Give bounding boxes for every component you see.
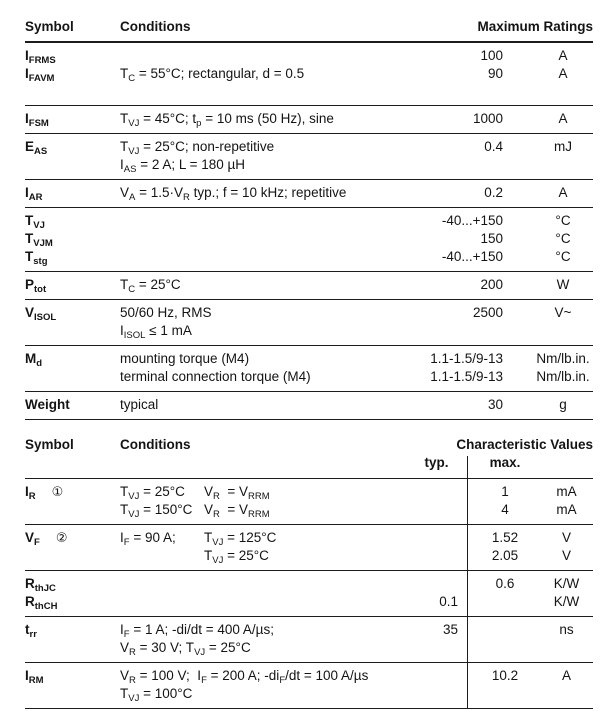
typ-value-cell: [415, 547, 458, 565]
value-cell: [415, 322, 533, 340]
typ-max-divider-line: [467, 456, 468, 709]
unit-cell: °C: [555, 249, 571, 264]
table-line: [25, 65, 593, 83]
characteristic-values-table: [25, 436, 593, 709]
unit-cell: A: [561, 668, 571, 683]
symbol-cell: $T_{VJM}$: [25, 231, 53, 249]
unit-cell: A: [558, 48, 568, 63]
condition-cell: mounting torque (M4): [120, 351, 250, 366]
table-line: [25, 667, 593, 685]
condition-cell: $T_{VJ} = 25^\circ C$ $V_R = V_{RRM}$: [120, 484, 270, 502]
unit-cell: A: [558, 111, 568, 126]
condition-cell: [120, 575, 415, 593]
typ-value-cell: [415, 685, 458, 703]
table-line: [25, 276, 593, 294]
symbol-cell: $I_{FAVM}$: [25, 66, 55, 84]
typ-value-cell: [415, 501, 458, 519]
condition-cell: $T_C = 55^\circ C$; rectangular, d = 0.5: [120, 66, 305, 84]
value-cell: 1000: [472, 111, 503, 126]
value-cell: 0.2: [484, 185, 503, 200]
typ-column-header: typ.: [424, 455, 449, 470]
unit-cell: mA: [556, 502, 577, 517]
unit-cell: [533, 156, 593, 174]
max-value-cell: [458, 685, 540, 703]
unit-cell: [533, 322, 593, 340]
max-value-cell: 1: [501, 484, 509, 499]
typ-value-cell: [415, 483, 458, 501]
unit-cell: A: [558, 185, 568, 200]
value-cell: 200: [480, 277, 503, 292]
table-line: [25, 138, 593, 156]
table-line: [25, 230, 593, 248]
characteristic-values-header: [25, 436, 593, 479]
unit-cell: g: [559, 397, 567, 412]
condition-cell: $T_{VJ} = 25^\circ C$; non-repetitive: [120, 139, 275, 157]
unit-cell: °C: [555, 213, 571, 228]
condition-cell: $I_F = 1$ A; -di/dt = 400 A/µs;: [120, 622, 274, 640]
condition-cell: $T_{VJ} = 150^\circ C$ $V_R = V_{RRM}$: [120, 502, 270, 520]
table-line: [25, 483, 593, 501]
table-line: [25, 396, 593, 414]
condition-cell: [120, 47, 415, 65]
value-cell: [415, 156, 533, 174]
condition-cell: [120, 593, 415, 611]
condition-cell: $I_{ISOL} \le 1$ mA: [120, 323, 192, 341]
condition-cell: $I_F = 90$ A; $T_{VJ} = 125^\circ C$: [120, 530, 277, 548]
table-line: [25, 110, 593, 128]
characteristic-values-column-header: Characteristic Values: [456, 437, 593, 452]
typ-value-cell: 0.1: [439, 594, 458, 609]
unit-cell: V: [561, 530, 571, 545]
unit-cell: V~: [554, 305, 572, 320]
table-line: [25, 685, 593, 703]
unit-cell: A: [558, 66, 568, 81]
value-cell: 2500: [472, 305, 503, 320]
table-line: [25, 304, 593, 322]
table-line: [25, 501, 593, 519]
maximum-ratings-header: [25, 18, 593, 43]
value-cell: 30: [487, 397, 503, 412]
symbol-cell: $E_{AS}$: [25, 139, 48, 157]
table-row: [25, 617, 593, 663]
condition-cell: $T_{VJ} = 25^\circ C$: [204, 548, 269, 566]
table-row: [25, 571, 593, 617]
symbol-cell: $T_{VJ}$: [25, 213, 45, 231]
table-row: [25, 346, 593, 392]
symbol-cell: Weight: [25, 397, 70, 412]
max-value-cell: 4: [501, 502, 509, 517]
symbol-cell: [25, 685, 120, 703]
condition-cell: $V_R = 100$ V; $I_F = 200$ A; $-di_F/dt = 100$ A/µs: [120, 668, 369, 686]
symbol-cell: $I_{AR}$: [25, 185, 43, 203]
table-line: [25, 575, 593, 593]
table-line: [25, 621, 593, 639]
condition-cell: $T_{VJ} = 100^\circ C$: [120, 686, 193, 704]
condition-cell: terminal connection torque (M4): [120, 369, 311, 384]
symbol-cell: $I_{FSM}$: [25, 111, 49, 129]
table-row: [25, 392, 593, 420]
unit-cell: Nm/lb.in.: [536, 351, 590, 366]
typ-value-cell: [415, 639, 458, 657]
unit-cell: mJ: [554, 139, 572, 154]
table-row: [25, 106, 593, 134]
value-cell: 1.1-1.5/9-13: [430, 369, 503, 384]
symbol-cell: $V_F$ ②: [25, 530, 68, 548]
max-value-cell: [458, 621, 540, 639]
max-value-cell: 10.2: [491, 668, 519, 683]
condition-cell: 50/60 Hz, RMS: [120, 305, 212, 320]
unit-cell: [540, 639, 593, 657]
symbol-cell: $P_{tot}$: [25, 277, 47, 295]
unit-cell: K/W: [553, 594, 580, 609]
table-line: [25, 248, 593, 266]
symbol-cell: [25, 322, 120, 340]
symbol-cell: $V_{ISOL}$: [25, 305, 57, 323]
condition-cell: $I_{AS} = 2$ A; L = 180 µH: [120, 157, 246, 175]
max-column-header: max.: [489, 455, 521, 470]
symbol-column-header: Symbol: [25, 19, 74, 34]
table-line: [25, 212, 593, 230]
maximum-ratings-rows: [25, 43, 593, 420]
condition-cell: $T_{VJ} = 45^\circ C$; $t_p = 10$ ms (50 Hz), sine: [120, 111, 334, 129]
symbol-cell: [25, 156, 120, 174]
unit-cell: Nm/lb.in.: [536, 369, 590, 384]
value-cell: 100: [480, 48, 503, 63]
symbol-cell: [25, 639, 120, 657]
typ-value-cell: [415, 529, 458, 547]
symbol-cell: $I_R$ ①: [25, 484, 64, 502]
symbol-cell: [25, 368, 120, 386]
value-cell: 90: [487, 66, 503, 81]
symbol-cell: $I_{RM}$: [25, 668, 44, 686]
symbol-cell: $I_{FRMS}$: [25, 48, 56, 66]
symbol-cell: $R_{thCH}$: [25, 594, 58, 612]
footnote-marker: ①: [51, 484, 64, 499]
table-line: [25, 639, 593, 657]
conditions-column-header: Conditions: [120, 19, 191, 34]
max-value-cell: [458, 593, 540, 611]
table-row: [25, 479, 593, 525]
symbol-column-header: Symbol: [25, 437, 74, 452]
unit-cell: V: [561, 548, 571, 563]
table-row: [25, 208, 593, 272]
unit-cell: mA: [556, 484, 577, 499]
typ-value-cell: [415, 575, 458, 593]
condition-cell: $T_C = 25^\circ C$: [120, 277, 181, 295]
table-line: [25, 184, 593, 202]
table-row: [25, 180, 593, 208]
unit-cell: °C: [555, 231, 571, 246]
value-cell: -40...+150: [441, 249, 503, 264]
unit-cell: ns: [559, 622, 574, 637]
characteristic-values-rows: [25, 479, 593, 709]
footnote-marker: ②: [55, 530, 68, 545]
table-row: [25, 272, 593, 300]
condition-cell: $V_A = 1.5\cdot V_R$ typ.; f = 10 kHz; repetitive: [120, 185, 347, 203]
max-value-cell: 1.52: [491, 530, 519, 545]
typ-value-cell: [415, 667, 458, 685]
value-cell: -40...+150: [441, 213, 503, 228]
symbol-cell: [25, 547, 120, 565]
table-row: [25, 43, 593, 106]
maximum-ratings-table: [25, 18, 593, 420]
value-cell: 0.4: [484, 139, 503, 154]
unit-cell: K/W: [553, 576, 580, 591]
condition-cell: [120, 212, 415, 230]
table-line: [25, 368, 593, 386]
max-value-cell: [458, 639, 540, 657]
table-line: [25, 593, 593, 611]
value-cell: 150: [480, 231, 503, 246]
maximum-ratings-column-header: Maximum Ratings: [477, 19, 593, 34]
conditions-column-header: Conditions: [120, 437, 191, 452]
table-line: [25, 322, 593, 340]
max-value-cell: 0.6: [495, 576, 515, 591]
table-line: [25, 529, 593, 547]
symbol-cell: $M_d$: [25, 351, 43, 369]
symbol-cell: $t_{rr}$: [25, 622, 37, 640]
typ-value-cell: 35: [442, 622, 458, 637]
max-value-cell: 2.05: [491, 548, 519, 563]
table-row: [25, 300, 593, 346]
symbol-cell: $T_{stg}$: [25, 249, 48, 267]
table-row: [25, 663, 593, 709]
table-row: [25, 134, 593, 180]
table-row: [25, 525, 593, 571]
condition-cell: [120, 230, 415, 248]
unit-cell: W: [556, 277, 570, 292]
table-line: [25, 547, 593, 565]
condition-cell: $V_R = 30$ V; $T_{VJ} = 25^\circ C$: [120, 640, 251, 658]
table-line: [25, 47, 593, 65]
table-line: [25, 156, 593, 174]
symbol-cell: $R_{thJC}$: [25, 576, 56, 594]
table-line: [25, 350, 593, 368]
symbol-cell: [25, 501, 120, 519]
unit-cell: [540, 685, 593, 703]
condition-cell: [120, 248, 415, 266]
value-cell: 1.1-1.5/9-13: [430, 351, 503, 366]
condition-cell: typical: [120, 397, 159, 412]
